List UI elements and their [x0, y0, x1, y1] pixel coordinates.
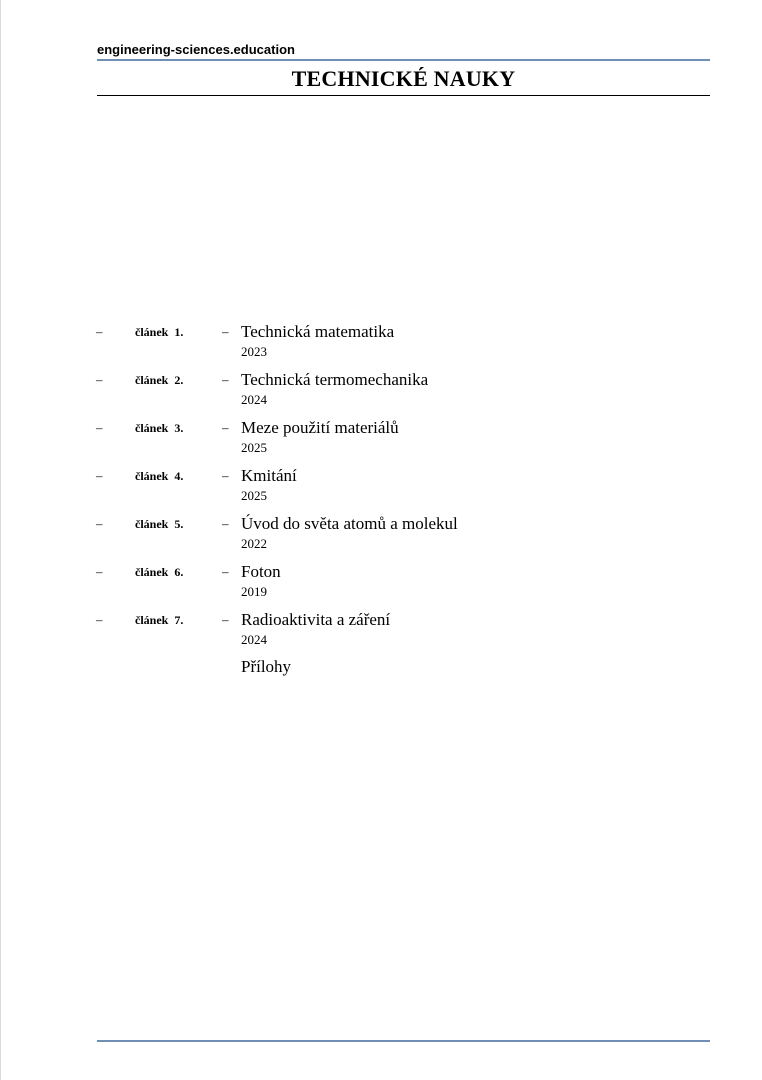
toc-entry[interactable] [0, 610, 762, 654]
header-divider [97, 59, 710, 61]
toc-article-label: článek 1. [135, 325, 184, 339]
toc-article-label: článek 4. [135, 469, 184, 483]
toc-article-label: článek 6. [135, 565, 184, 579]
toc-entry[interactable] [0, 562, 762, 606]
toc-article-title[interactable]: Radioaktivita a záření [241, 610, 391, 629]
toc-dash: – [96, 564, 103, 579]
toc-article-title[interactable]: Technická matematika [241, 322, 395, 341]
toc-dash: – [96, 324, 103, 339]
toc-dash: – [96, 612, 103, 627]
toc-article-year: 2023 [241, 344, 267, 359]
document-title: TECHNICKÉ NAUKY [291, 66, 516, 91]
toc-dash: – [222, 564, 229, 579]
toc-article-label: článek 7. [135, 613, 184, 627]
toc-dash: – [96, 468, 103, 483]
toc-entry[interactable] [0, 370, 762, 414]
toc-article-title[interactable]: Meze použití materiálů [241, 418, 399, 437]
toc-dash: – [96, 420, 103, 435]
footer-divider [97, 1040, 710, 1042]
toc-article-year: 2025 [241, 488, 267, 503]
toc-article-title[interactable]: Úvod do světa atomů a molekul [241, 514, 458, 533]
toc-dash: – [222, 372, 229, 387]
toc-entry[interactable] [0, 418, 762, 462]
toc-article-year: 2024 [241, 392, 267, 407]
toc-dash: – [222, 324, 229, 339]
toc-article-year: 2024 [241, 632, 267, 647]
site-header: engineering-sciences.education [97, 42, 295, 57]
toc-article-title[interactable]: Kmitání [241, 466, 297, 485]
toc-dash: – [222, 420, 229, 435]
toc-dash: – [96, 516, 103, 531]
toc-appendix-link[interactable]: Přílohy [241, 657, 292, 676]
toc-entry[interactable] [0, 466, 762, 510]
toc-dash: – [222, 612, 229, 627]
toc-article-year: 2022 [241, 536, 267, 551]
toc-article-year: 2019 [241, 584, 267, 599]
toc-dash: – [222, 468, 229, 483]
toc-dash: – [96, 372, 103, 387]
toc-article-year: 2025 [241, 440, 267, 455]
toc-article-title[interactable]: Technická termomechanika [241, 370, 429, 389]
toc-entry[interactable] [0, 514, 762, 558]
toc-article-title[interactable]: Foton [241, 562, 281, 581]
toc-entry[interactable] [0, 322, 762, 366]
toc-dash: – [222, 516, 229, 531]
title-divider [97, 95, 710, 96]
toc-article-label: článek 2. [135, 373, 184, 387]
toc-article-label: článek 5. [135, 517, 184, 531]
toc-article-label: článek 3. [135, 421, 184, 435]
